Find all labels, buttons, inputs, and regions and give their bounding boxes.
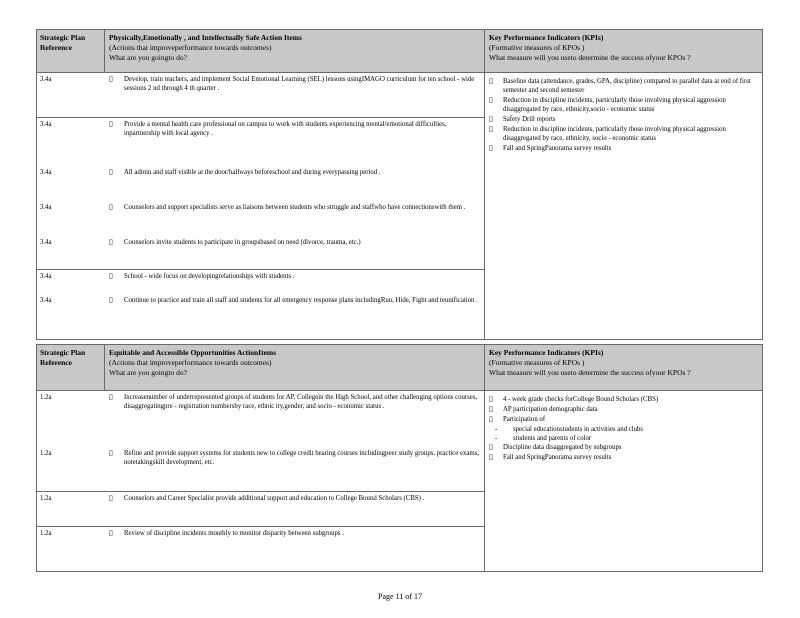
table-row	[37, 294, 484, 338]
list-item	[489, 405, 758, 414]
bullet-icon: ▯	[109, 393, 113, 401]
bullet-icon: ▯	[489, 415, 493, 423]
kpi-text: Safety Drill reports	[503, 116, 556, 123]
bullet-icon: ▯	[109, 203, 113, 211]
row-action: Review of discipline incidents monthly to monitor disparity between subgroups .	[124, 530, 344, 537]
list-item	[489, 96, 758, 114]
list-item	[489, 434, 758, 443]
action-header-sub1: (Actions that improveperformance towards outcomes)	[109, 43, 272, 52]
bullet-icon: ▯	[489, 405, 493, 413]
kpi-subtext: students and parents of color	[513, 435, 592, 442]
list-item	[489, 115, 758, 124]
kpi-list	[485, 73, 762, 339]
row-ref: 3.4a	[40, 273, 52, 280]
table-header	[37, 345, 762, 391]
row-action: Counselors and Career Specialist provide additional support and education to College Bound Scholars (CBS) .	[124, 495, 425, 502]
table-row	[37, 527, 484, 571]
bullet-icon: ▯	[109, 272, 113, 280]
kpi-text: Fall and SpringPanorama survey results	[503, 454, 612, 461]
kpi-header-title: Key Performance Indicators (KPIs)	[489, 33, 604, 42]
table-row	[37, 118, 484, 166]
bullet-icon: ▯	[489, 96, 493, 104]
row-ref: 1.2a	[40, 450, 52, 457]
row-ref: 3.4a	[40, 204, 52, 211]
bullet-icon: ▯	[109, 529, 113, 537]
action-header-sub2: What are you goingto do?	[109, 368, 187, 377]
bullet-icon: ▯	[109, 238, 113, 246]
page-number: Page 11 of 17	[378, 592, 422, 601]
row-action: All admin and staff visible at the door/hallways beforeschool and during everypassing period .	[124, 169, 381, 176]
bullet-icon: ▯	[109, 296, 113, 304]
table-row	[37, 201, 484, 236]
action-header-sub2: What are you goingto do?	[109, 53, 187, 62]
bullet-icon: ▯	[109, 168, 113, 176]
list-item	[489, 395, 758, 404]
row-action: Provide a mental health care professional on campus to work with students experiencing mental/emotional difficulties, inpartnership with local agency .	[124, 121, 447, 137]
row-ref: 1.2a	[40, 530, 52, 537]
kpi-header-title: Key Performance Indicators (KPIs)	[489, 348, 604, 357]
kpi-header-sub2: What measure will you useto determine the success ofyour KPOs ?	[489, 53, 691, 62]
bullet-icon: ▯	[489, 77, 493, 85]
row-action: Counselors invite students to participate in groupsbased on need (divorce, trauma, etc.)	[124, 239, 361, 246]
equity-action-table	[36, 344, 763, 572]
kpi-header	[485, 30, 762, 72]
action-header-title: Physically,Emotionally , and Intellectually Safe Action Items	[109, 33, 302, 42]
table-row	[37, 236, 484, 270]
kpi-text: Reduction in discipline incidents, particularly those involving physical aggression disaggregated by race, ethnicity,socio - economic status	[503, 97, 726, 113]
list-item	[489, 77, 758, 95]
table-row	[37, 73, 484, 118]
bullet-icon: ▯	[109, 120, 113, 128]
kpi-header-sub1: (Formative measures of KPOs )	[489, 358, 585, 367]
row-action: Develop, train teachers, and implement Social Emotional Learning (SEL) lessons usingIMAGO curriculum for ten school - wide sessions 2 nd through 4 th quarter .	[124, 76, 475, 92]
dash-marker: -	[495, 426, 498, 433]
kpi-text: Reduction in discipline incidents, particularly those involving physical aggression disaggregated by race, ethnicity, socio - economic status	[503, 126, 726, 142]
row-ref: 3.4a	[40, 121, 52, 128]
row-action: Continue to practice and train all staff and students for all emergency response plans includingRun, Hide, Fight and reunification .	[124, 297, 478, 304]
list-item	[489, 415, 758, 424]
bullet-icon: ▯	[489, 453, 493, 461]
safety-action-table	[36, 29, 763, 340]
table-row	[37, 492, 484, 527]
action-header-sub1: (Actions that improveperformance towards outcomes)	[109, 358, 272, 367]
row-action: School - wide focus on developingrelationships with students .	[124, 273, 295, 280]
list-item	[489, 443, 758, 452]
bullet-icon: ▯	[109, 449, 113, 457]
kpi-text: Baseline data (attendance, grades, GPA, discipline) compared to parallel data at end of first semester and second semester	[503, 78, 751, 94]
row-ref: 1.2a	[40, 495, 52, 502]
row-ref: 3.4a	[40, 239, 52, 246]
row-ref: 3.4a	[40, 169, 52, 176]
row-action: Refine and provide support systems for students new to college credit bearing courses includingpeer study groups, practice exams, notetakingskill development, etc.	[124, 450, 480, 466]
kpi-header-sub1: (Formative measures of KPOs )	[489, 43, 585, 52]
kpi-header-sub2: What measure will you useto determine the success ofyour KPOs ?	[489, 368, 691, 377]
kpi-text: Participation of	[503, 416, 546, 423]
ref-header: Strategic Plan Reference	[37, 345, 105, 390]
kpi-list	[485, 391, 762, 571]
bullet-icon: ▯	[109, 494, 113, 502]
kpi-text: Discipline data disaggregated by subgroups	[503, 444, 622, 451]
ref-header: Strategic Plan Reference	[37, 30, 105, 72]
list-item	[489, 125, 758, 143]
list-item	[489, 425, 758, 434]
kpi-text: 4 - week grade checks forCollege Bound Scholars (CBS)	[503, 396, 659, 403]
action-header-title: Equitable and Accessible Opportunities ActionItems	[109, 348, 277, 357]
table-row	[37, 166, 484, 201]
table-row	[37, 270, 484, 294]
bullet-icon: ▯	[489, 115, 493, 123]
kpi-text: AP participation demographic data	[503, 406, 598, 413]
row-ref: 3.4a	[40, 76, 52, 83]
action-header	[105, 345, 485, 390]
table-row	[37, 447, 484, 492]
row-ref: 3.4a	[40, 297, 52, 304]
list-item	[489, 453, 758, 462]
kpi-header	[485, 345, 762, 390]
bullet-icon: ▯	[109, 75, 113, 83]
bullet-icon: ▯	[489, 443, 493, 451]
dash-marker: -	[495, 435, 498, 442]
bullet-icon: ▯	[489, 395, 493, 403]
row-action: Counselors and support specialists serve as liaisons between students who struggle and staffwho have connectionswith them .	[124, 204, 466, 211]
list-item	[489, 144, 758, 153]
table-row	[37, 391, 484, 447]
bullet-icon: ▯	[489, 144, 493, 152]
kpi-text: Fall and SpringPanorama survey results	[503, 145, 612, 152]
row-ref: 1.2a	[40, 394, 52, 401]
row-action: Increasenumber of underrepresented groups of students for AP, Collegein the High School, and other challenging options courses, disaggregatingpre - registration numbersby race, ethnic ity,gender, and socio - economic status .	[124, 394, 478, 410]
kpi-subtext: special educationstudents in activities and clubs	[513, 426, 644, 433]
table-header	[37, 30, 762, 73]
action-header	[105, 30, 485, 72]
bullet-icon: ▯	[489, 125, 493, 133]
